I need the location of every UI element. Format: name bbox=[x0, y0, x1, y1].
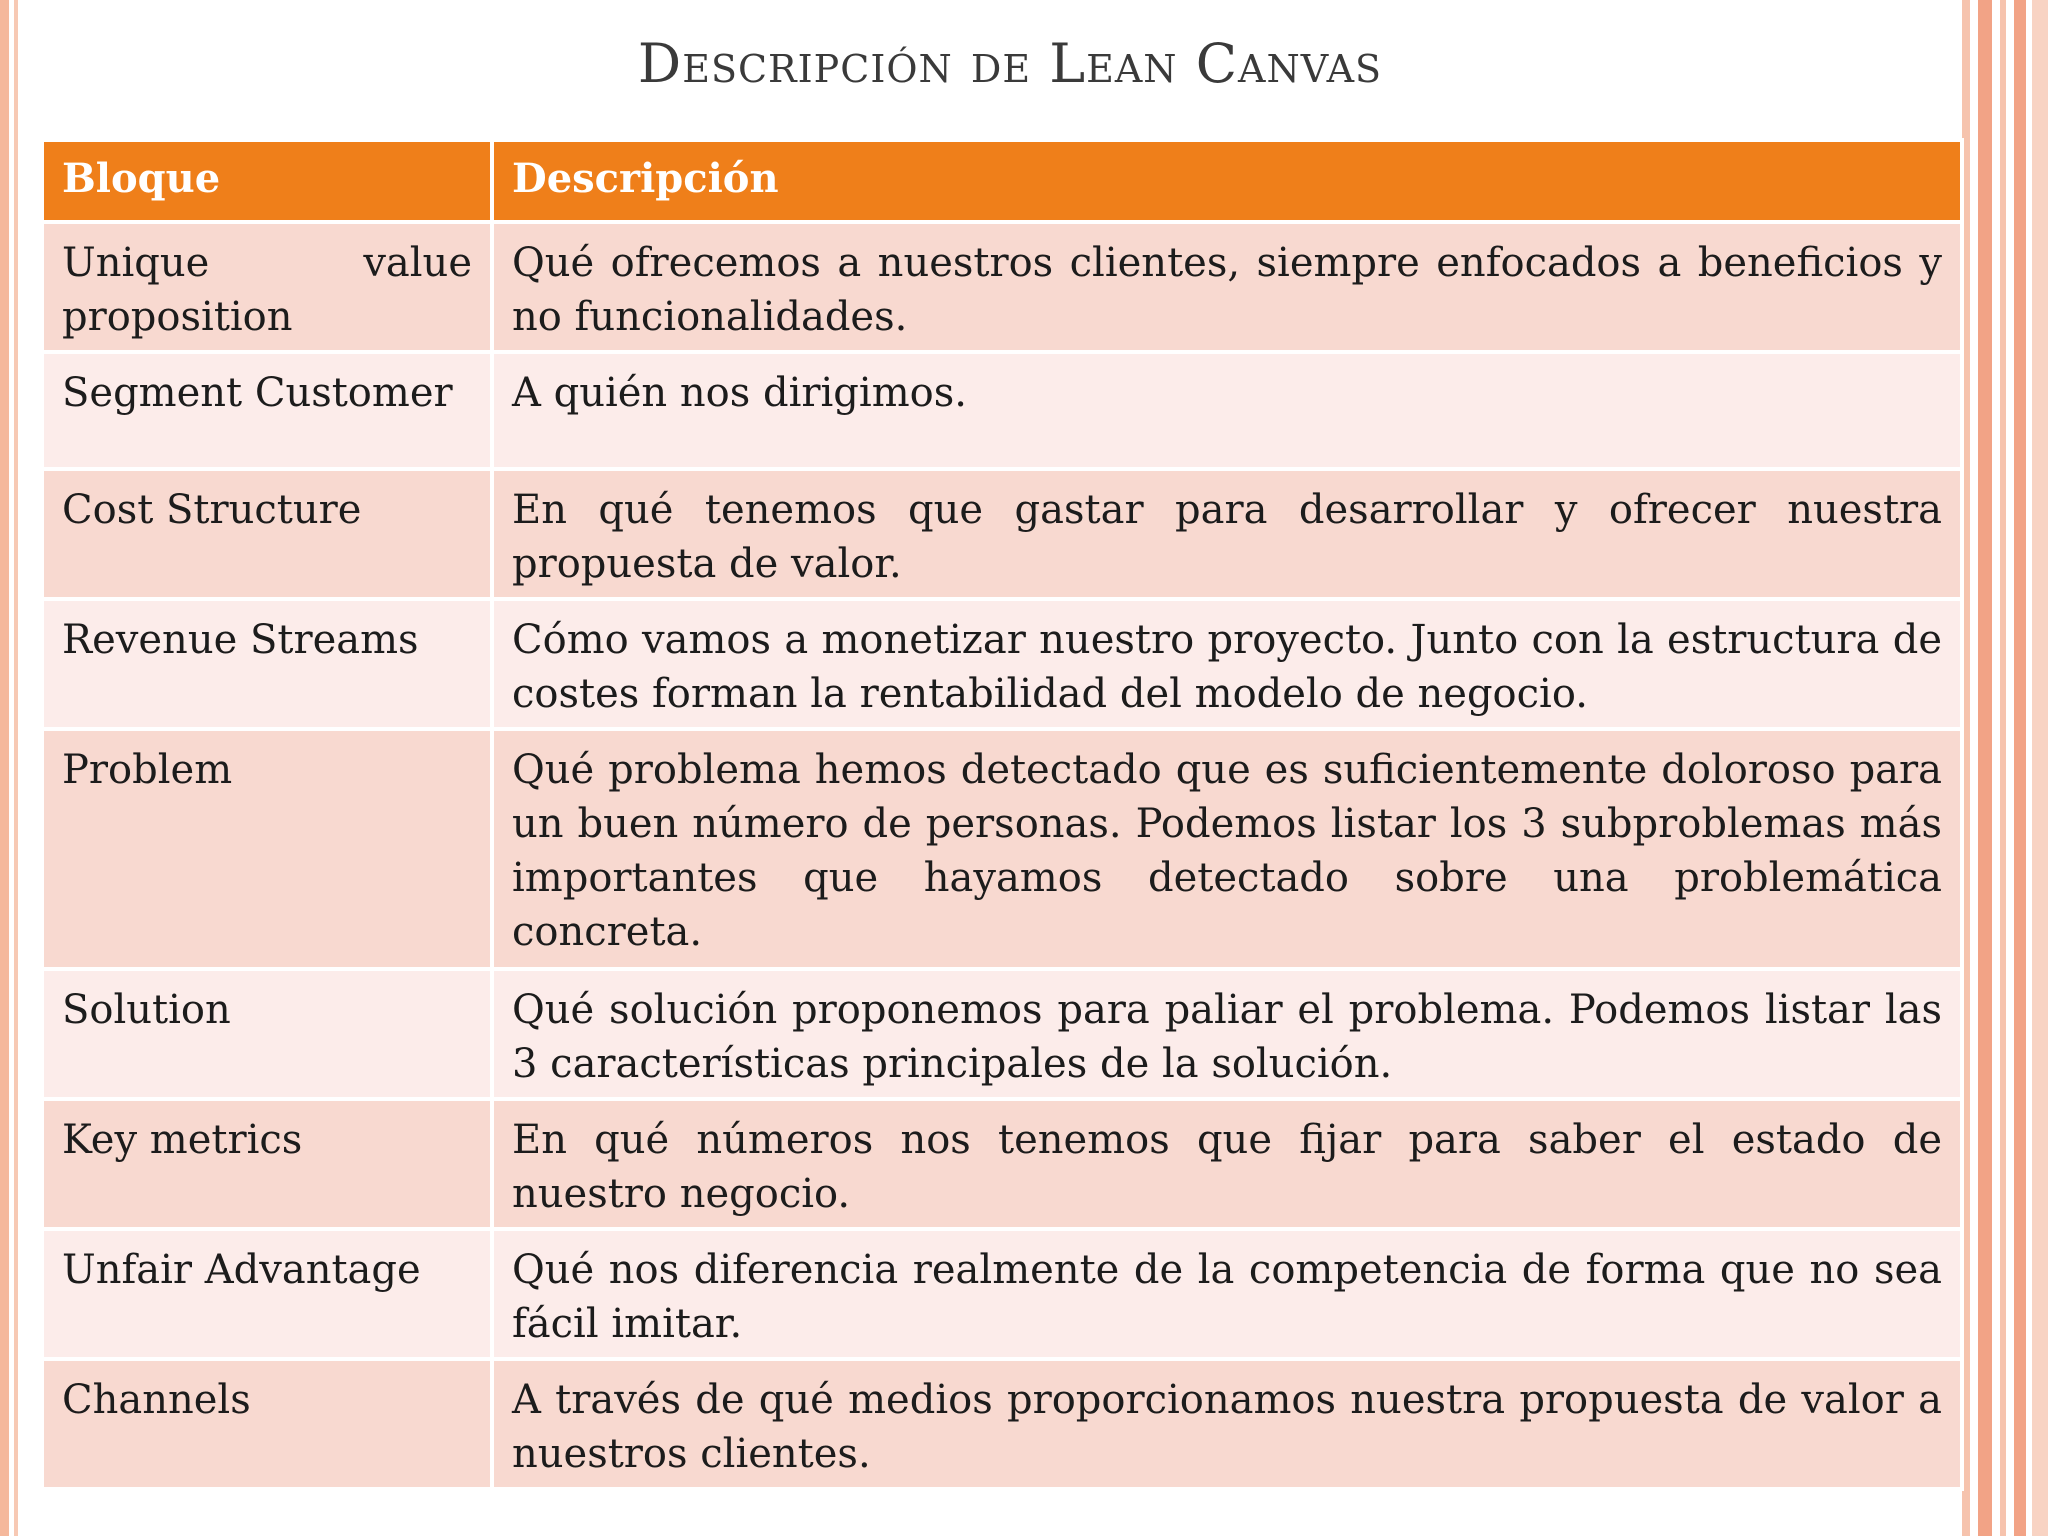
table-row bbox=[42, 1229, 1962, 1359]
cell-descripcion: A quién nos dirigimos. bbox=[492, 352, 1962, 469]
cell-bloque: Unfair Advantage bbox=[42, 1229, 492, 1359]
frame-line-right-4 bbox=[2014, 0, 2026, 1536]
cell-descripcion: En qué tenemos que gastar para desarrollar y ofrecer nuestra propuesta de valor. bbox=[492, 469, 1962, 599]
cell-descripcion: Qué problema hemos detectado que es suficientemente doloroso para un buen número de personas. Podemos listar los 3 subproblemas más importantes que hayamos detectado sobre una problemática concreta. bbox=[492, 729, 1962, 969]
cell-bloque: Key metrics bbox=[42, 1099, 492, 1229]
cell-descripcion: Qué solución proponemos para paliar el problema. Podemos listar las 3 características principales de la solución. bbox=[492, 969, 1962, 1099]
frame-line-right-5 bbox=[2032, 0, 2048, 1536]
table-row bbox=[42, 969, 1962, 1099]
table-row bbox=[42, 352, 1962, 469]
table-row bbox=[42, 1359, 1962, 1489]
table-row bbox=[42, 599, 1962, 729]
table-row bbox=[42, 222, 1962, 352]
table-row bbox=[42, 469, 1962, 599]
frame-line-left bbox=[0, 0, 9, 1536]
cell-bloque: Solution bbox=[42, 969, 492, 1099]
cell-descripcion: Qué ofrecemos a nuestros clientes, siempre enfocados a beneficios y no funcionalidades. bbox=[492, 222, 1962, 352]
table-row bbox=[42, 1099, 1962, 1229]
frame-line-right-3 bbox=[2000, 0, 2006, 1536]
cell-descripcion: Cómo vamos a monetizar nuestro proyecto. Junto con la estructura de costes forman la rentabilidad del modelo de negocio. bbox=[492, 599, 1962, 729]
cell-bloque: Revenue Streams bbox=[42, 599, 492, 729]
cell-bloque: Problem bbox=[42, 729, 492, 969]
frame-line-right-2 bbox=[1978, 0, 1992, 1536]
table-row bbox=[42, 729, 1962, 969]
cell-descripcion: A través de qué medios proporcionamos nuestra propuesta de valor a nuestros clientes. bbox=[492, 1359, 1962, 1489]
cell-descripcion: En qué números nos tenemos que fijar para saber el estado de nuestro negocio. bbox=[492, 1099, 1962, 1229]
cell-bloque: Segment Customer bbox=[42, 352, 492, 469]
cell-descripcion: Qué nos diferencia realmente de la competencia de forma que no sea fácil imitar. bbox=[492, 1229, 1962, 1359]
header-descripcion: Descripción bbox=[492, 140, 1962, 222]
header-bloque: Bloque bbox=[42, 140, 492, 222]
cell-bloque: Unique value proposition bbox=[42, 222, 492, 352]
cell-bloque: Channels bbox=[42, 1359, 492, 1489]
lean-canvas-table bbox=[40, 138, 1964, 1491]
cell-bloque: Cost Structure bbox=[42, 469, 492, 599]
frame-line-left-thin bbox=[14, 0, 18, 1536]
lean-canvas-table-container bbox=[40, 138, 1960, 1491]
slide-title: Descripción de Lean Canvas bbox=[637, 32, 1383, 95]
table-header-row bbox=[42, 140, 1962, 222]
